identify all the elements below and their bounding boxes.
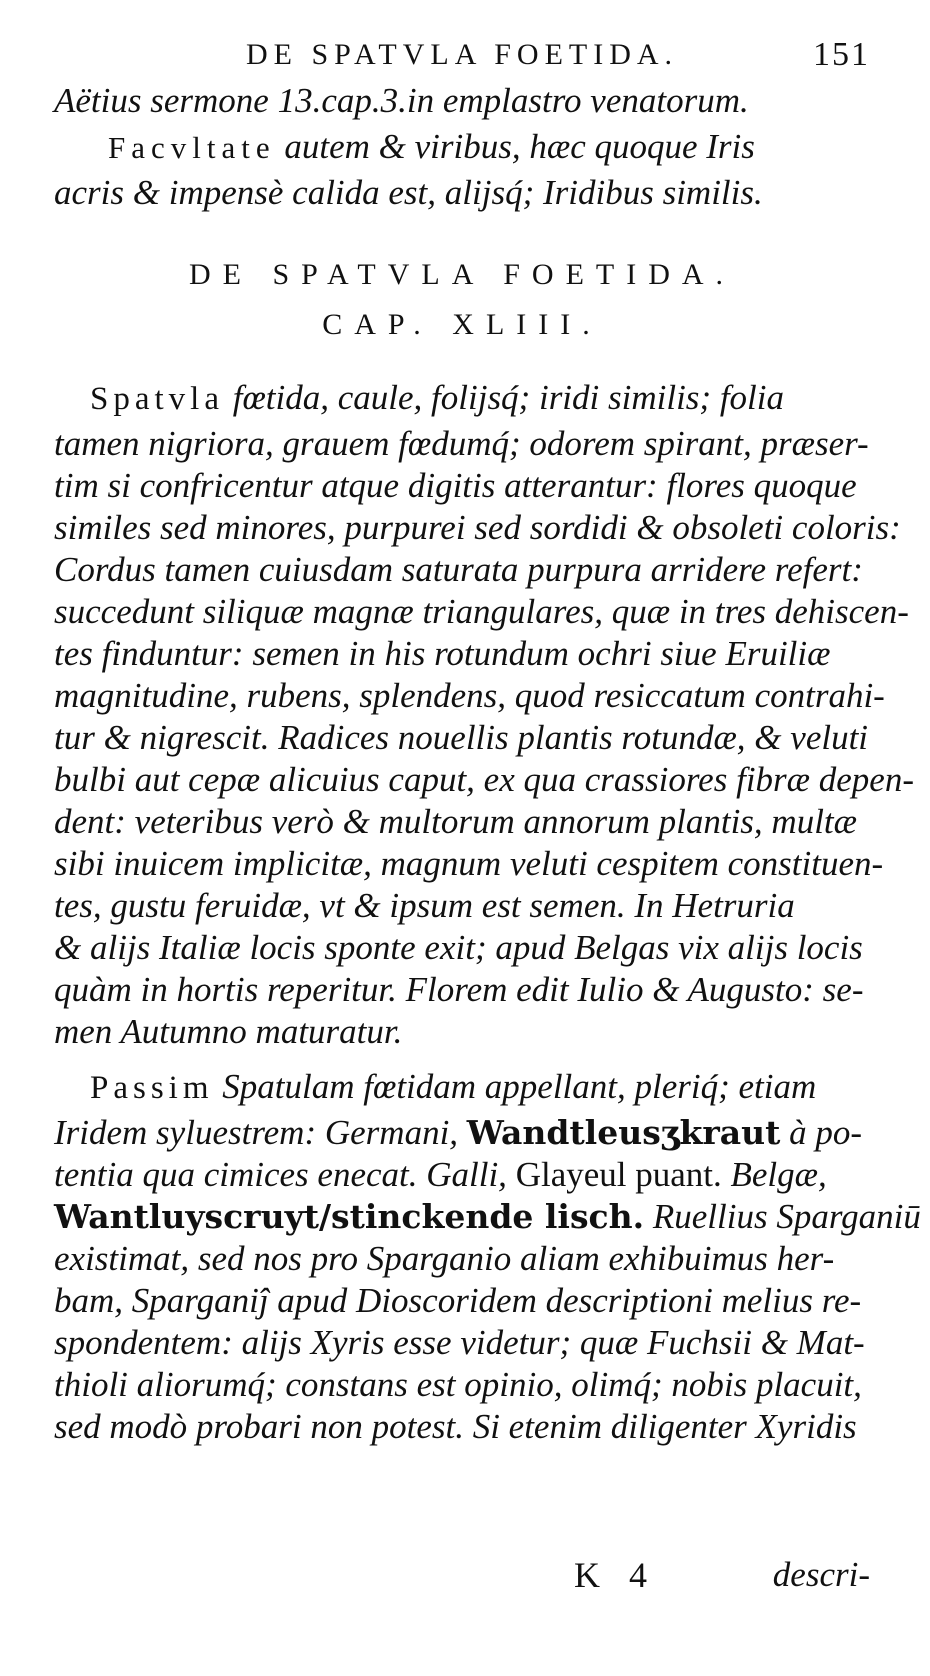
- blackletter-text: Wantluyscruyt/stinckende lisch.: [54, 1197, 645, 1236]
- passim-lead: Passim: [90, 1070, 214, 1106]
- passim-rest: Spatulam fœtidam appellant, pleriq́; etiam: [213, 1067, 817, 1106]
- facultate-paragraph-line: [108, 124, 870, 170]
- text-line: spondentem: alijs Xyris esse videtur; quæ Fuchsii & Mat-: [54, 1323, 865, 1362]
- text-line: Aëtius sermone 13.cap.3.in emplastro venatorum.: [54, 81, 749, 120]
- body-lead: Spatvla: [90, 381, 224, 417]
- roman-text: Glayeul puant.: [515, 1155, 722, 1194]
- text-line: tes finduntur: semen in his rotundum ochri siue Eruiliæ: [54, 634, 831, 673]
- text-line: Cordus tamen cuiusdam saturata purpura arridere refert:: [54, 550, 863, 589]
- text-line: men Autumno maturatur.: [54, 1012, 403, 1051]
- text-line: tim si confricentur atque digitis atterantur: flores quoque: [54, 466, 857, 505]
- passim-line-german: [54, 1110, 870, 1156]
- text-span: à po-: [780, 1113, 863, 1152]
- text-line: tur & nigrescit. Radices nouellis plantis rotundæ, & veluti: [54, 718, 869, 757]
- text-line: bulbi aut cepæ alicuius caput, ex qua crassiores fibræ depen-: [54, 760, 914, 799]
- text-span: Iridem syluestrem: Germani,: [54, 1113, 467, 1152]
- text-line: succedunt siliquæ magnæ triangulares, quæ in tres dehiscen-: [54, 592, 909, 631]
- text-line: sibi inuicem implicitæ, magnum veluti cespitem constituen-: [54, 844, 884, 883]
- running-head: [54, 30, 870, 80]
- chapter-number: CAP. XLIII.: [322, 308, 602, 341]
- passim-first-line: [90, 1064, 870, 1110]
- text-line: tamen nigriora, grauem fœdumq́; odorem spirant, præser-: [54, 424, 869, 463]
- page-footer: [54, 1550, 870, 1600]
- text-line: existimat, sed nos pro Sparganio aliam exhibuimus her-: [54, 1239, 835, 1278]
- text-span: Belgæ,: [721, 1155, 827, 1194]
- blackletter-text: Wandtleusʒkraut: [466, 1113, 781, 1152]
- body-first-rest: fœtida, caule, folijsq́; iridi similis; folia: [223, 378, 785, 417]
- page-number: 151: [813, 36, 870, 73]
- text-span: Ruellius Sparganiū: [644, 1197, 921, 1236]
- text-line: sed modò probari non potest. Si etenim diligenter Xyridis: [54, 1407, 857, 1446]
- signature-mark: K 4: [574, 1555, 657, 1595]
- text-line: bam, Sparganiĵ apud Dioscoridem descriptioni melius re-: [54, 1281, 862, 1320]
- text-line: acris & impensè calida est, alijsq́; Iridibus similis.: [54, 173, 763, 212]
- text-line: similes sed minores, purpurei sed sordidi & obsoleti coloris:: [54, 508, 901, 547]
- text-line: thioli aliorumq́; constans est opinio, olimq́; nobis placuit,: [54, 1365, 862, 1404]
- text-line: dent: veteribus verò & multorum annorum plantis, multæ: [54, 802, 858, 841]
- passim-line-french: [54, 1152, 870, 1198]
- passim-line-dutch: [54, 1194, 921, 1240]
- catchword: descri-: [772, 1555, 870, 1594]
- text-span: tentia qua cimices enecat. Galli,: [54, 1155, 516, 1194]
- chapter-title: DE SPATVLA FOETIDA.: [188, 258, 736, 291]
- text-line: & alijs Italiæ locis sponte exit; apud Belgas vix alijs locis: [54, 928, 863, 967]
- text-line: tes, gustu feruidæ, vt & ipsum est semen. In Hetruria: [54, 886, 795, 925]
- facultate-rest: autem & viribus, hæc quoque Iris: [275, 127, 755, 166]
- body-first-line: [90, 375, 870, 421]
- text-line: magnitudine, rubens, splendens, quod resiccatum contrahi-: [54, 676, 885, 715]
- running-head-title: DE SPATVLA FOETIDA.: [245, 38, 679, 71]
- text-line: quàm in hortis reperitur. Florem edit Iulio & Augusto: se-: [54, 970, 864, 1009]
- facultate-lead: Facvltate: [108, 130, 276, 165]
